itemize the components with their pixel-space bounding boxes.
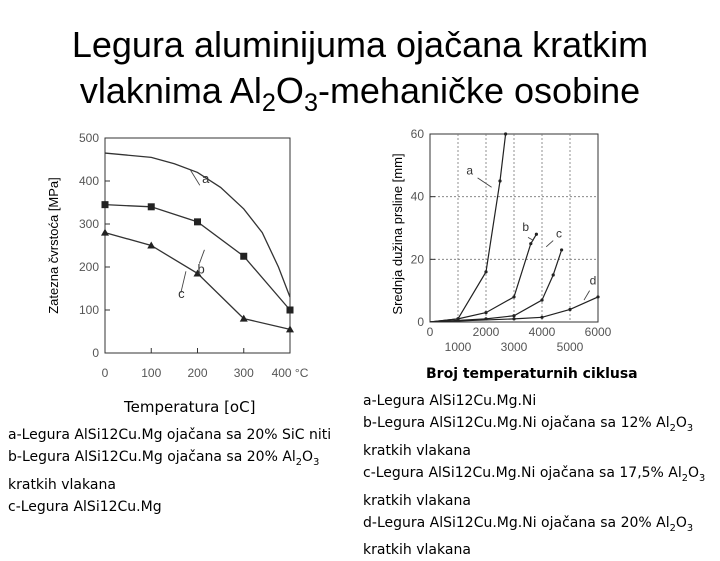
data-point-d	[512, 317, 515, 320]
data-point-d	[596, 295, 599, 298]
data-point-b	[535, 233, 538, 236]
data-point-c	[540, 298, 543, 301]
x-tick-label: 1000	[444, 340, 472, 354]
annotation-b: b	[522, 220, 530, 235]
data-point-b	[102, 201, 109, 208]
left-caption-line-2: b-Legura AlSi12Cu.Mg ojačana sa 20% $Al_2O_3$	[8, 449, 320, 468]
y-tick-label: 0	[417, 315, 424, 329]
left-caption-line-3: kratkih vlakana	[8, 476, 116, 493]
title-line-2: vlaknima $Al_2O_3$-mehaničke osobine	[79, 70, 641, 118]
x-tick-label: 0	[426, 325, 434, 339]
right-caption	[363, 390, 705, 561]
right-caption-line-7: kratkih vlakana	[363, 542, 471, 559]
data-point-a	[498, 179, 501, 182]
x-tick-label: 5000	[556, 340, 584, 354]
y-tick-label: 300	[78, 217, 99, 231]
left-chart-xlabel: Temperatura [oC]	[124, 398, 256, 416]
right-caption-line-4: c-Legura AlSi12Cu.Mg.Ni ojačana sa 17,5% $Al_2O_3$	[363, 464, 706, 484]
x-tick-label: 300	[233, 366, 254, 380]
data-point-b	[148, 203, 155, 210]
data-point-b	[240, 253, 247, 260]
data-point-b	[194, 218, 201, 225]
right-caption-line-2: b-Legura AlSi12Cu.Mg.Ni ojačana sa 12% $Al_2O_3$	[363, 415, 694, 434]
annotation-leader-a	[478, 178, 492, 187]
annotation-leader-b	[528, 237, 534, 240]
tensile-strength-chart	[40, 130, 350, 390]
crack-length-chart	[380, 124, 660, 360]
data-point-d	[540, 316, 543, 319]
data-point-b	[529, 242, 532, 245]
y-tick-label: 40	[410, 189, 424, 204]
y-tick-label: 60	[410, 127, 424, 141]
right-caption-line-3: kratkih vlakana	[363, 442, 471, 459]
data-point-d	[568, 308, 571, 311]
annotation-b: b	[197, 261, 205, 277]
x-tick-label: 100	[141, 366, 162, 380]
data-point-c	[512, 314, 515, 317]
series-line-a	[430, 134, 506, 322]
x-tick-label: 4000	[528, 325, 556, 339]
annotation-c: c	[556, 226, 562, 241]
data-point-a	[504, 132, 507, 135]
annotation-leader-c	[546, 241, 553, 247]
title-line-1: Legura aluminijuma ojačana kratkim	[71, 24, 649, 65]
y-tick-label: 100	[78, 303, 99, 317]
x-tick-label: 3000	[500, 340, 528, 354]
y-tick-label: 20	[410, 252, 424, 267]
data-point-c	[560, 248, 563, 251]
slide-title	[0, 22, 720, 126]
right-caption-line-1: a-Legura AlSi12Cu.Mg.Ni	[363, 393, 537, 409]
y-tick-label: 400	[78, 174, 99, 188]
annotation-d: d	[589, 273, 597, 288]
x-tick-label: 400 °C	[271, 366, 309, 380]
y-tick-label: 0	[92, 346, 99, 360]
x-tick-label: 6000	[584, 325, 612, 339]
series-line-b	[430, 234, 536, 322]
left-caption-line-4: c-Legura AlSi12Cu.Mg	[8, 498, 162, 515]
left-caption	[8, 424, 331, 518]
annotation-a: a	[202, 171, 210, 187]
y-axis-label: Zatezna čvrstoća [MPa]	[46, 177, 61, 314]
y-tick-label: 500	[78, 131, 99, 145]
right-caption-line-5: kratkih vlakana	[363, 492, 471, 509]
data-point-b	[287, 307, 294, 314]
plot-frame	[105, 138, 290, 353]
right-chart-xlabel: Broj temperaturnih ciklusa	[426, 366, 638, 382]
y-tick-label: 200	[78, 260, 99, 274]
x-tick-label: 200	[187, 366, 208, 380]
y-axis-label: Srednja dužina prsline [mm]	[390, 153, 405, 315]
annotation-leader-d	[584, 291, 590, 300]
x-tick-label: 0	[101, 366, 109, 380]
data-point-b	[512, 295, 515, 298]
data-point-c	[552, 273, 555, 276]
data-point-b	[484, 311, 487, 314]
left-caption-line-1: a-Legura AlSi12Cu.Mg ojačana sa 20% SiC niti	[8, 427, 332, 443]
annotation-a: a	[466, 163, 474, 178]
series-line-c	[105, 233, 290, 330]
x-tick-label: 2000	[472, 325, 500, 339]
data-point-c	[101, 229, 109, 236]
data-point-a	[484, 270, 487, 273]
annotation-c: c	[178, 285, 185, 301]
right-caption-line-6: d-Legura AlSi12Cu.Mg.Ni ojačana sa 20% $Al_2O_3$	[363, 514, 694, 534]
